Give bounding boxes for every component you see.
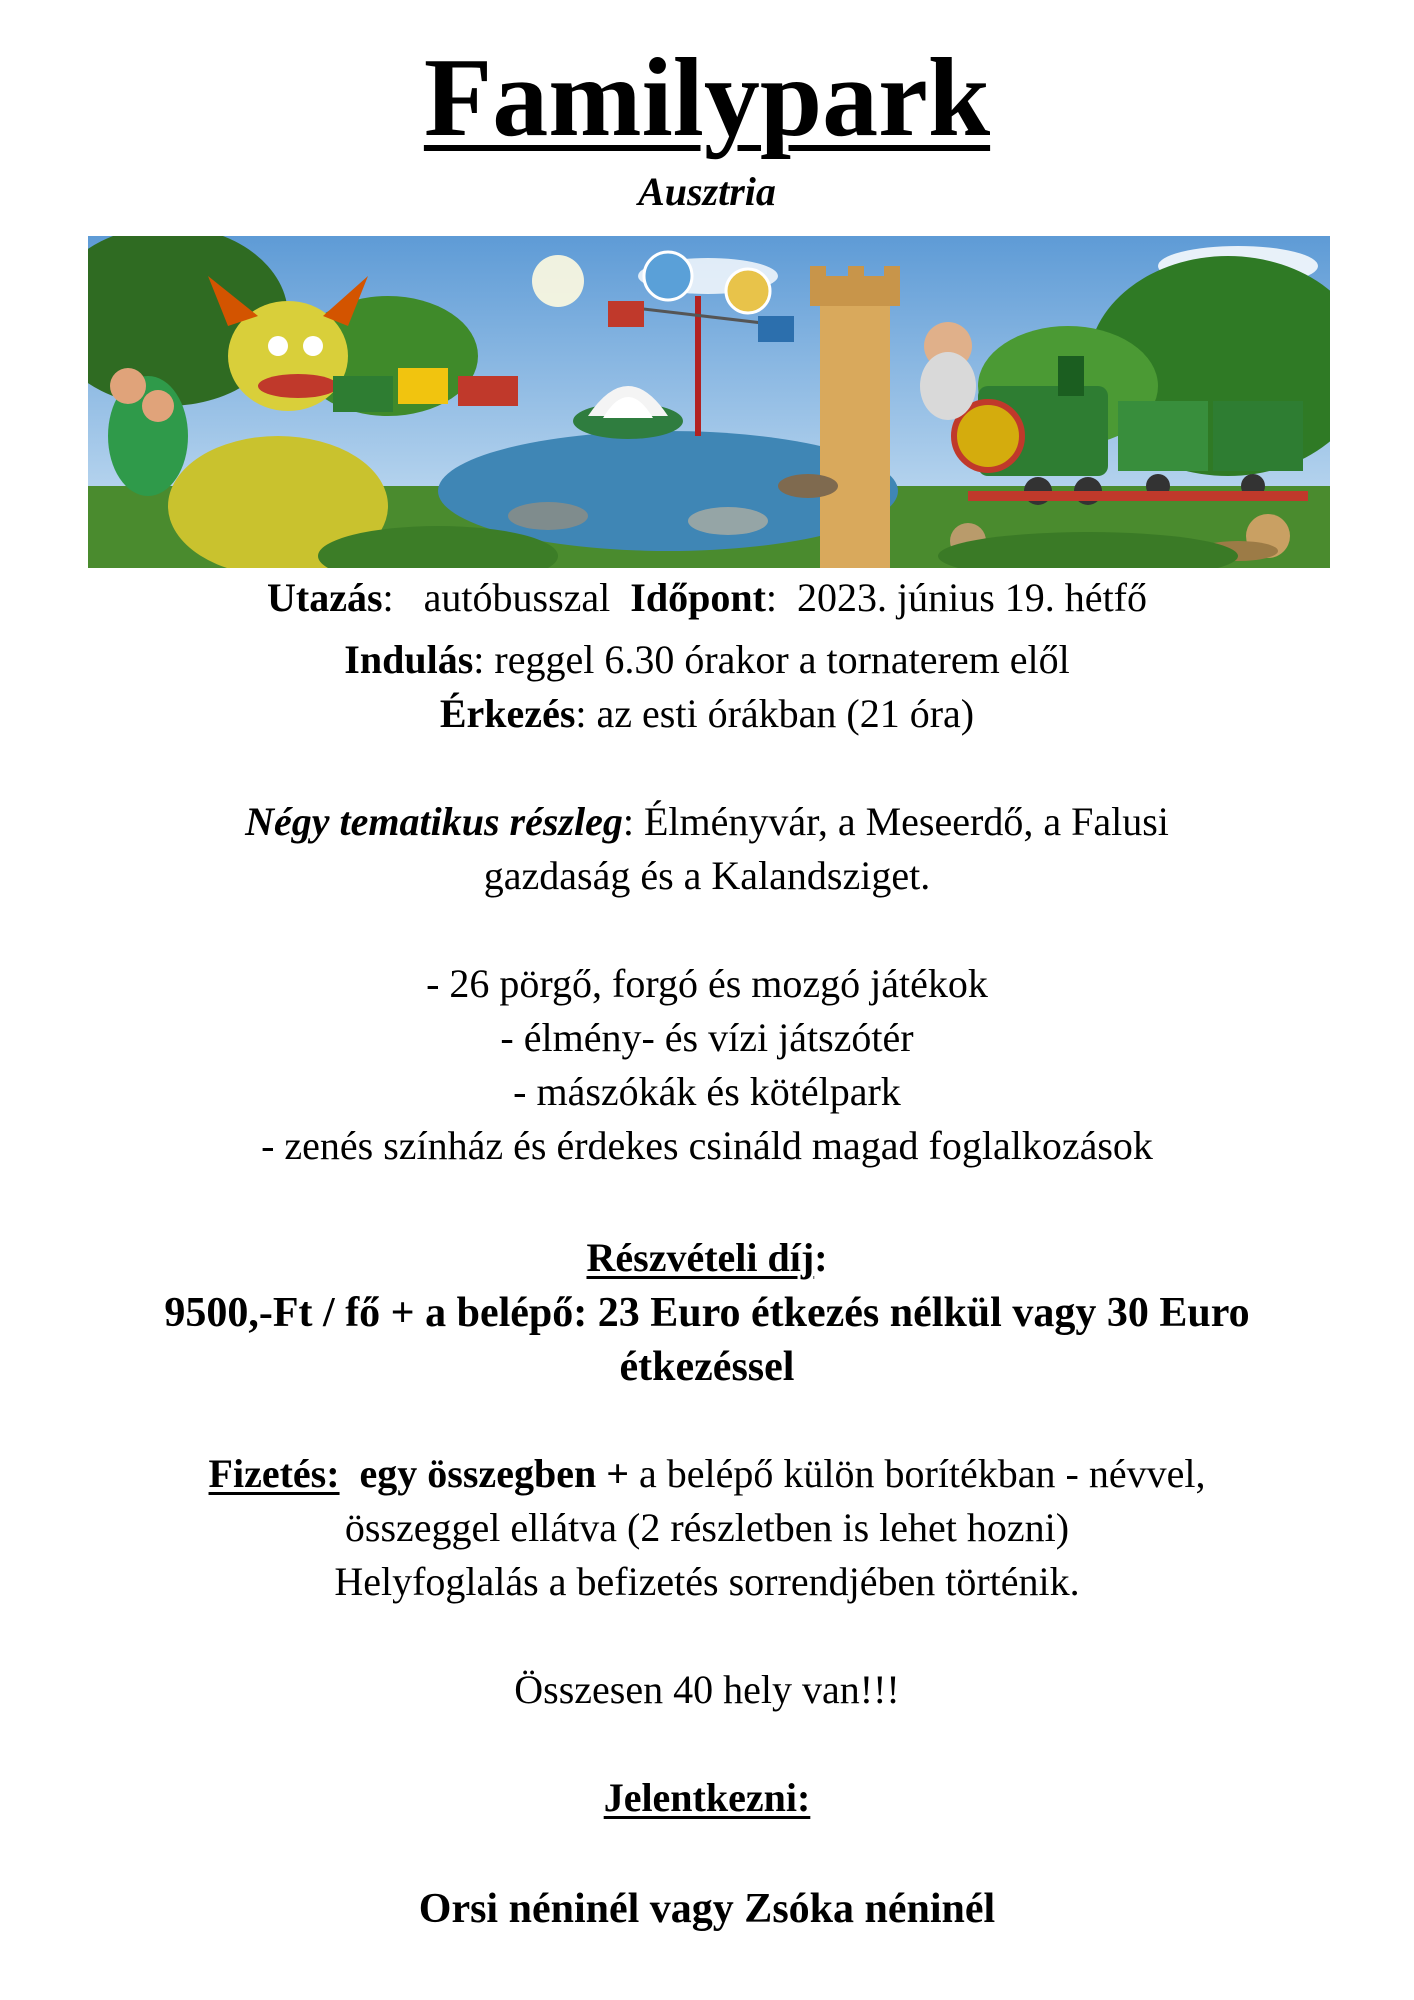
- themes-label: Négy tematikus részleg: [245, 799, 623, 844]
- themes-line-1: Négy tematikus részleg: Élményvár, a Meseerdő, a Falusi: [245, 799, 1169, 844]
- fee-line-2: étkezéssel: [619, 1344, 795, 1390]
- capacity-text: Összesen 40 hely van!!!: [514, 1667, 900, 1712]
- signup-contacts: Orsi néninél vagy Zsóka néninél: [418, 1886, 996, 1932]
- feature-item: - élmény- és vízi játszótér: [500, 1015, 914, 1060]
- arrival-value: az esti órákban (21 óra): [596, 691, 975, 736]
- signup-heading: [0, 1774, 1414, 1822]
- arrival-label: Érkezés: [439, 691, 576, 736]
- payment-label: Fizetés:: [208, 1451, 340, 1496]
- payment-line-3: Helyfoglalás a befizetés sorrendjében történik.: [334, 1559, 1080, 1604]
- date-label: Időpont: [630, 575, 766, 620]
- banner-image: [88, 236, 1330, 568]
- payment-line-1: [0, 1450, 1414, 1498]
- arrival-line: Érkezés: az esti órákban (21 óra): [439, 691, 975, 736]
- payment-line-2: összeggel ellátva (2 részletben is lehet hozni): [344, 1505, 1070, 1550]
- feature-item: - 26 pörgő, forgó és mozgó játékok: [426, 961, 988, 1006]
- title-text: Familypark: [423, 36, 991, 160]
- fee-line-1: 9500,-Ft / fő + a belépő: 23 Euro étkezés nélkül vagy 30 Euro: [164, 1290, 1250, 1336]
- departure-label: Indulás: [344, 637, 474, 682]
- themes-line-2: gazdaság és a Kalandsziget.: [483, 853, 931, 898]
- page-subtitle: Ausztria: [638, 169, 776, 214]
- date-value: 2023. június 19. hétfő: [797, 575, 1147, 620]
- travel-label: Utazás: [266, 575, 383, 620]
- amusement-park-photo-icon: [88, 236, 1330, 568]
- fee-label: Részvételi díj: [586, 1235, 815, 1280]
- travel-value: autóbusszal: [423, 575, 611, 620]
- feature-item: - zenés színház és érdekes csináld magad foglalkozások: [261, 1123, 1153, 1168]
- departure-line: Indulás: reggel 6.30 órakor a tornaterem elől: [344, 637, 1070, 682]
- payment-rest: a belépő külön borítékban - névvel,: [638, 1451, 1206, 1496]
- fee-heading: Részvételi díj:: [586, 1235, 828, 1280]
- signup-label: Jelentkezni:: [603, 1775, 811, 1820]
- payment-bold: egy összegben +: [359, 1451, 629, 1496]
- page-title: [0, 36, 1414, 160]
- departure-value: reggel 6.30 órakor a tornaterem elől: [494, 637, 1070, 682]
- travel-date-line: Utazás: autóbusszal Időpont: 2023. június 19. hétfő: [266, 575, 1147, 620]
- themes-text-1: Élményvár, a Meseerdő, a Falusi: [643, 799, 1169, 844]
- feature-item: - mászókák és kötélpark: [513, 1069, 901, 1114]
